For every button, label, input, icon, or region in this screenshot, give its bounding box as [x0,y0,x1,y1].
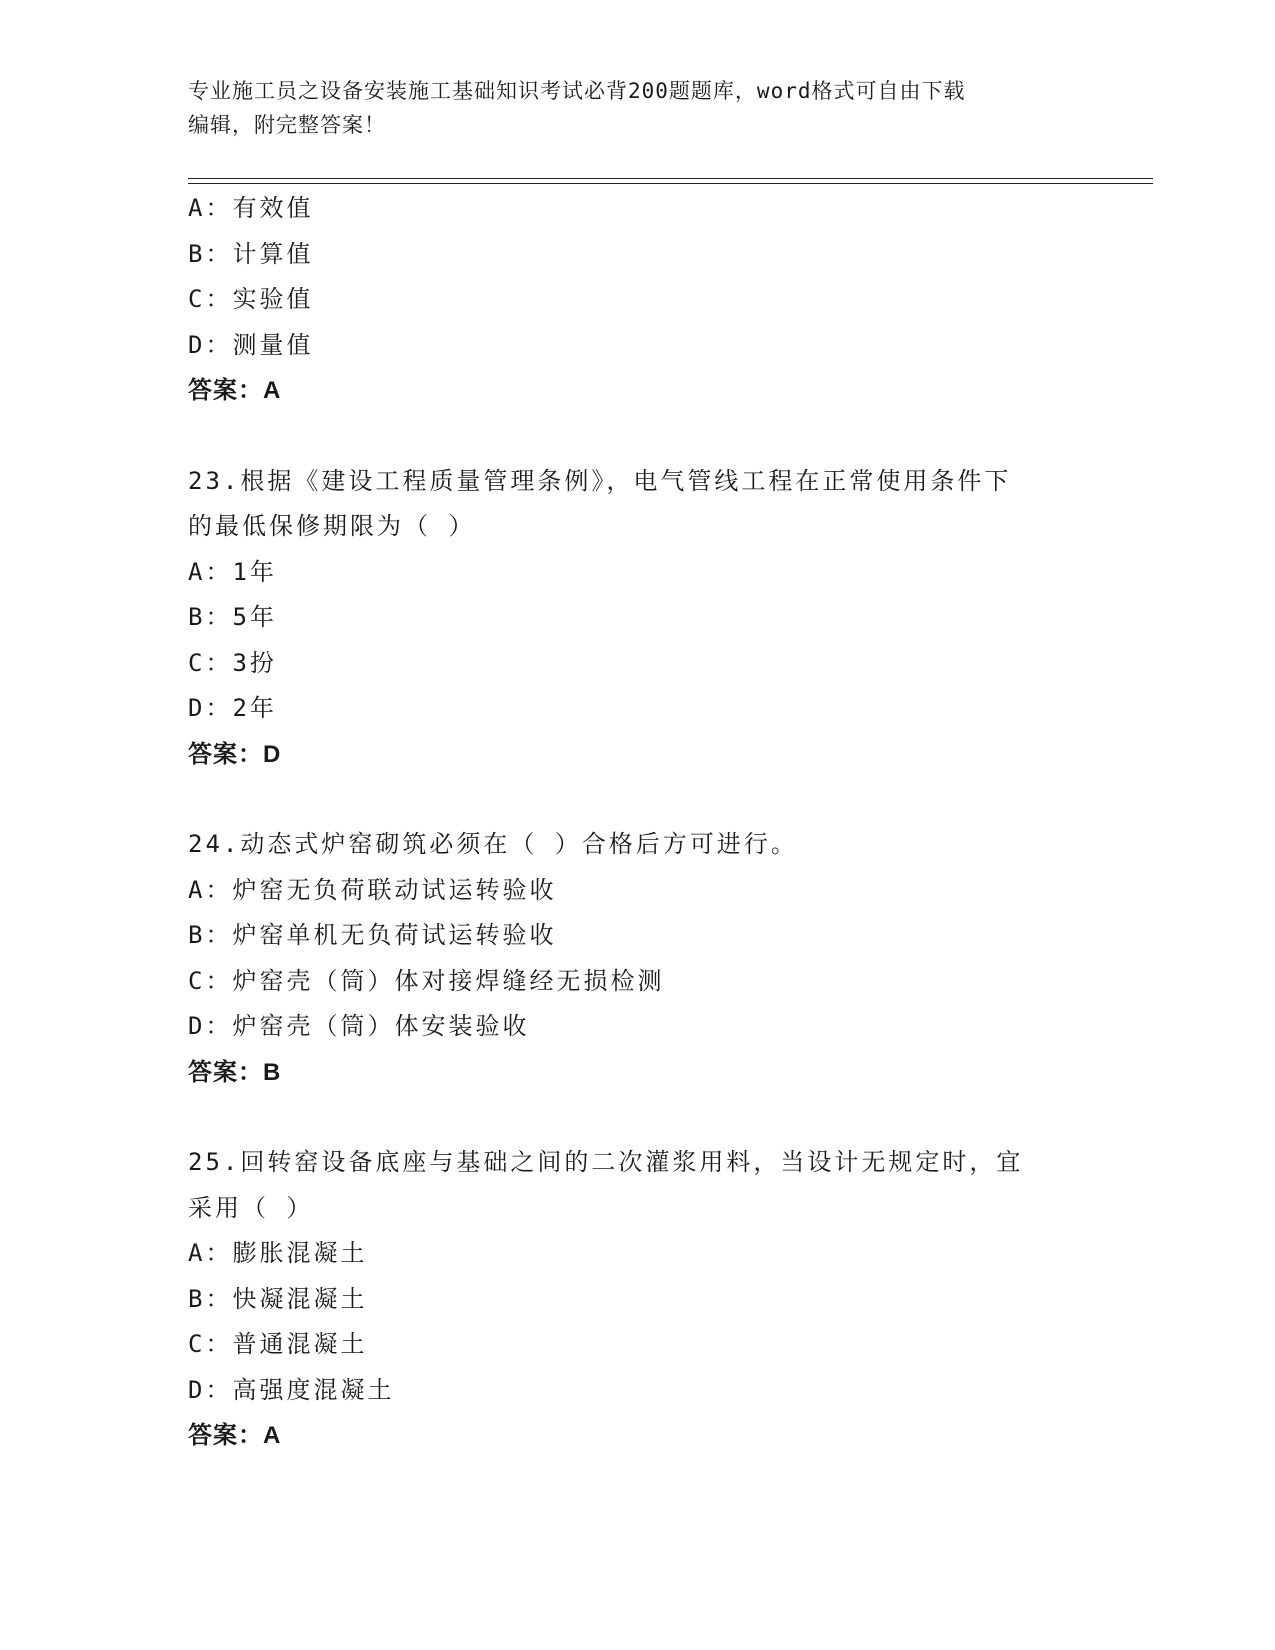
question-list [188,186,1088,1459]
option-b: B：炉窑单机无负荷试运转验收 [188,921,557,949]
option-c: C：炉窑壳（筒）体对接焊缝经无损检测 [188,966,665,995]
question-24 [188,822,1088,1095]
answer-line: 答案：D [188,740,282,768]
option-c: C：实验值 [188,285,314,313]
question-22 [188,186,1088,414]
option-a: A：炉窑无负荷联动试运转验收 [188,875,557,904]
question-25 [188,1140,1088,1459]
option-b: B：5年 [188,603,277,631]
header-title-line-2: 编辑，附完整答案！ [188,113,386,137]
option-d: D：高强度混凝土 [188,1375,395,1404]
question-text-line-1: 25.回转窑设备底座与基础之间的二次灌浆用料，当设计无规定时，宜 [188,1148,1024,1176]
question-text-line-2: 采用（ ） [188,1193,314,1222]
header-divider-bottom [188,183,1153,184]
option-c: C：普通混凝土 [188,1330,368,1358]
option-a: A：1年 [188,557,277,586]
answer-line: 答案：A [188,1422,282,1449]
header-divider-top [188,178,1153,179]
question-text-line-2: 的最低保修期限为（ ） [188,512,476,540]
question-text-line-1: 24.动态式炉窑砌筑必须在（ ）合格后方可进行。 [188,830,798,858]
question-23 [188,459,1088,778]
header-title-line-1: 专业施工员之设备安装施工基础知识考试必背200题题库，word格式可自由下载 [188,79,966,103]
option-d: D：炉窑壳（筒）体安装验收 [188,1012,530,1040]
option-a: A：有效值 [188,194,314,222]
question-text-line-1: 23.根据《建设工程质量管理条例》，电气管线工程在正常使用条件下 [188,466,1012,495]
option-b: B：计算值 [188,239,314,268]
option-b: B：快凝混凝土 [188,1284,368,1313]
option-c: C：3扮 [188,648,277,677]
answer-line: 答案：A [188,377,282,404]
document-header [188,74,1068,142]
option-d: D：2年 [188,694,277,722]
option-a: A：膨胀混凝土 [188,1239,368,1267]
question-spacer [188,777,1088,822]
answer-line: 答案：B [188,1058,282,1086]
question-spacer [188,414,1088,459]
question-spacer [188,1095,1088,1140]
option-d: D：测量值 [188,330,314,359]
